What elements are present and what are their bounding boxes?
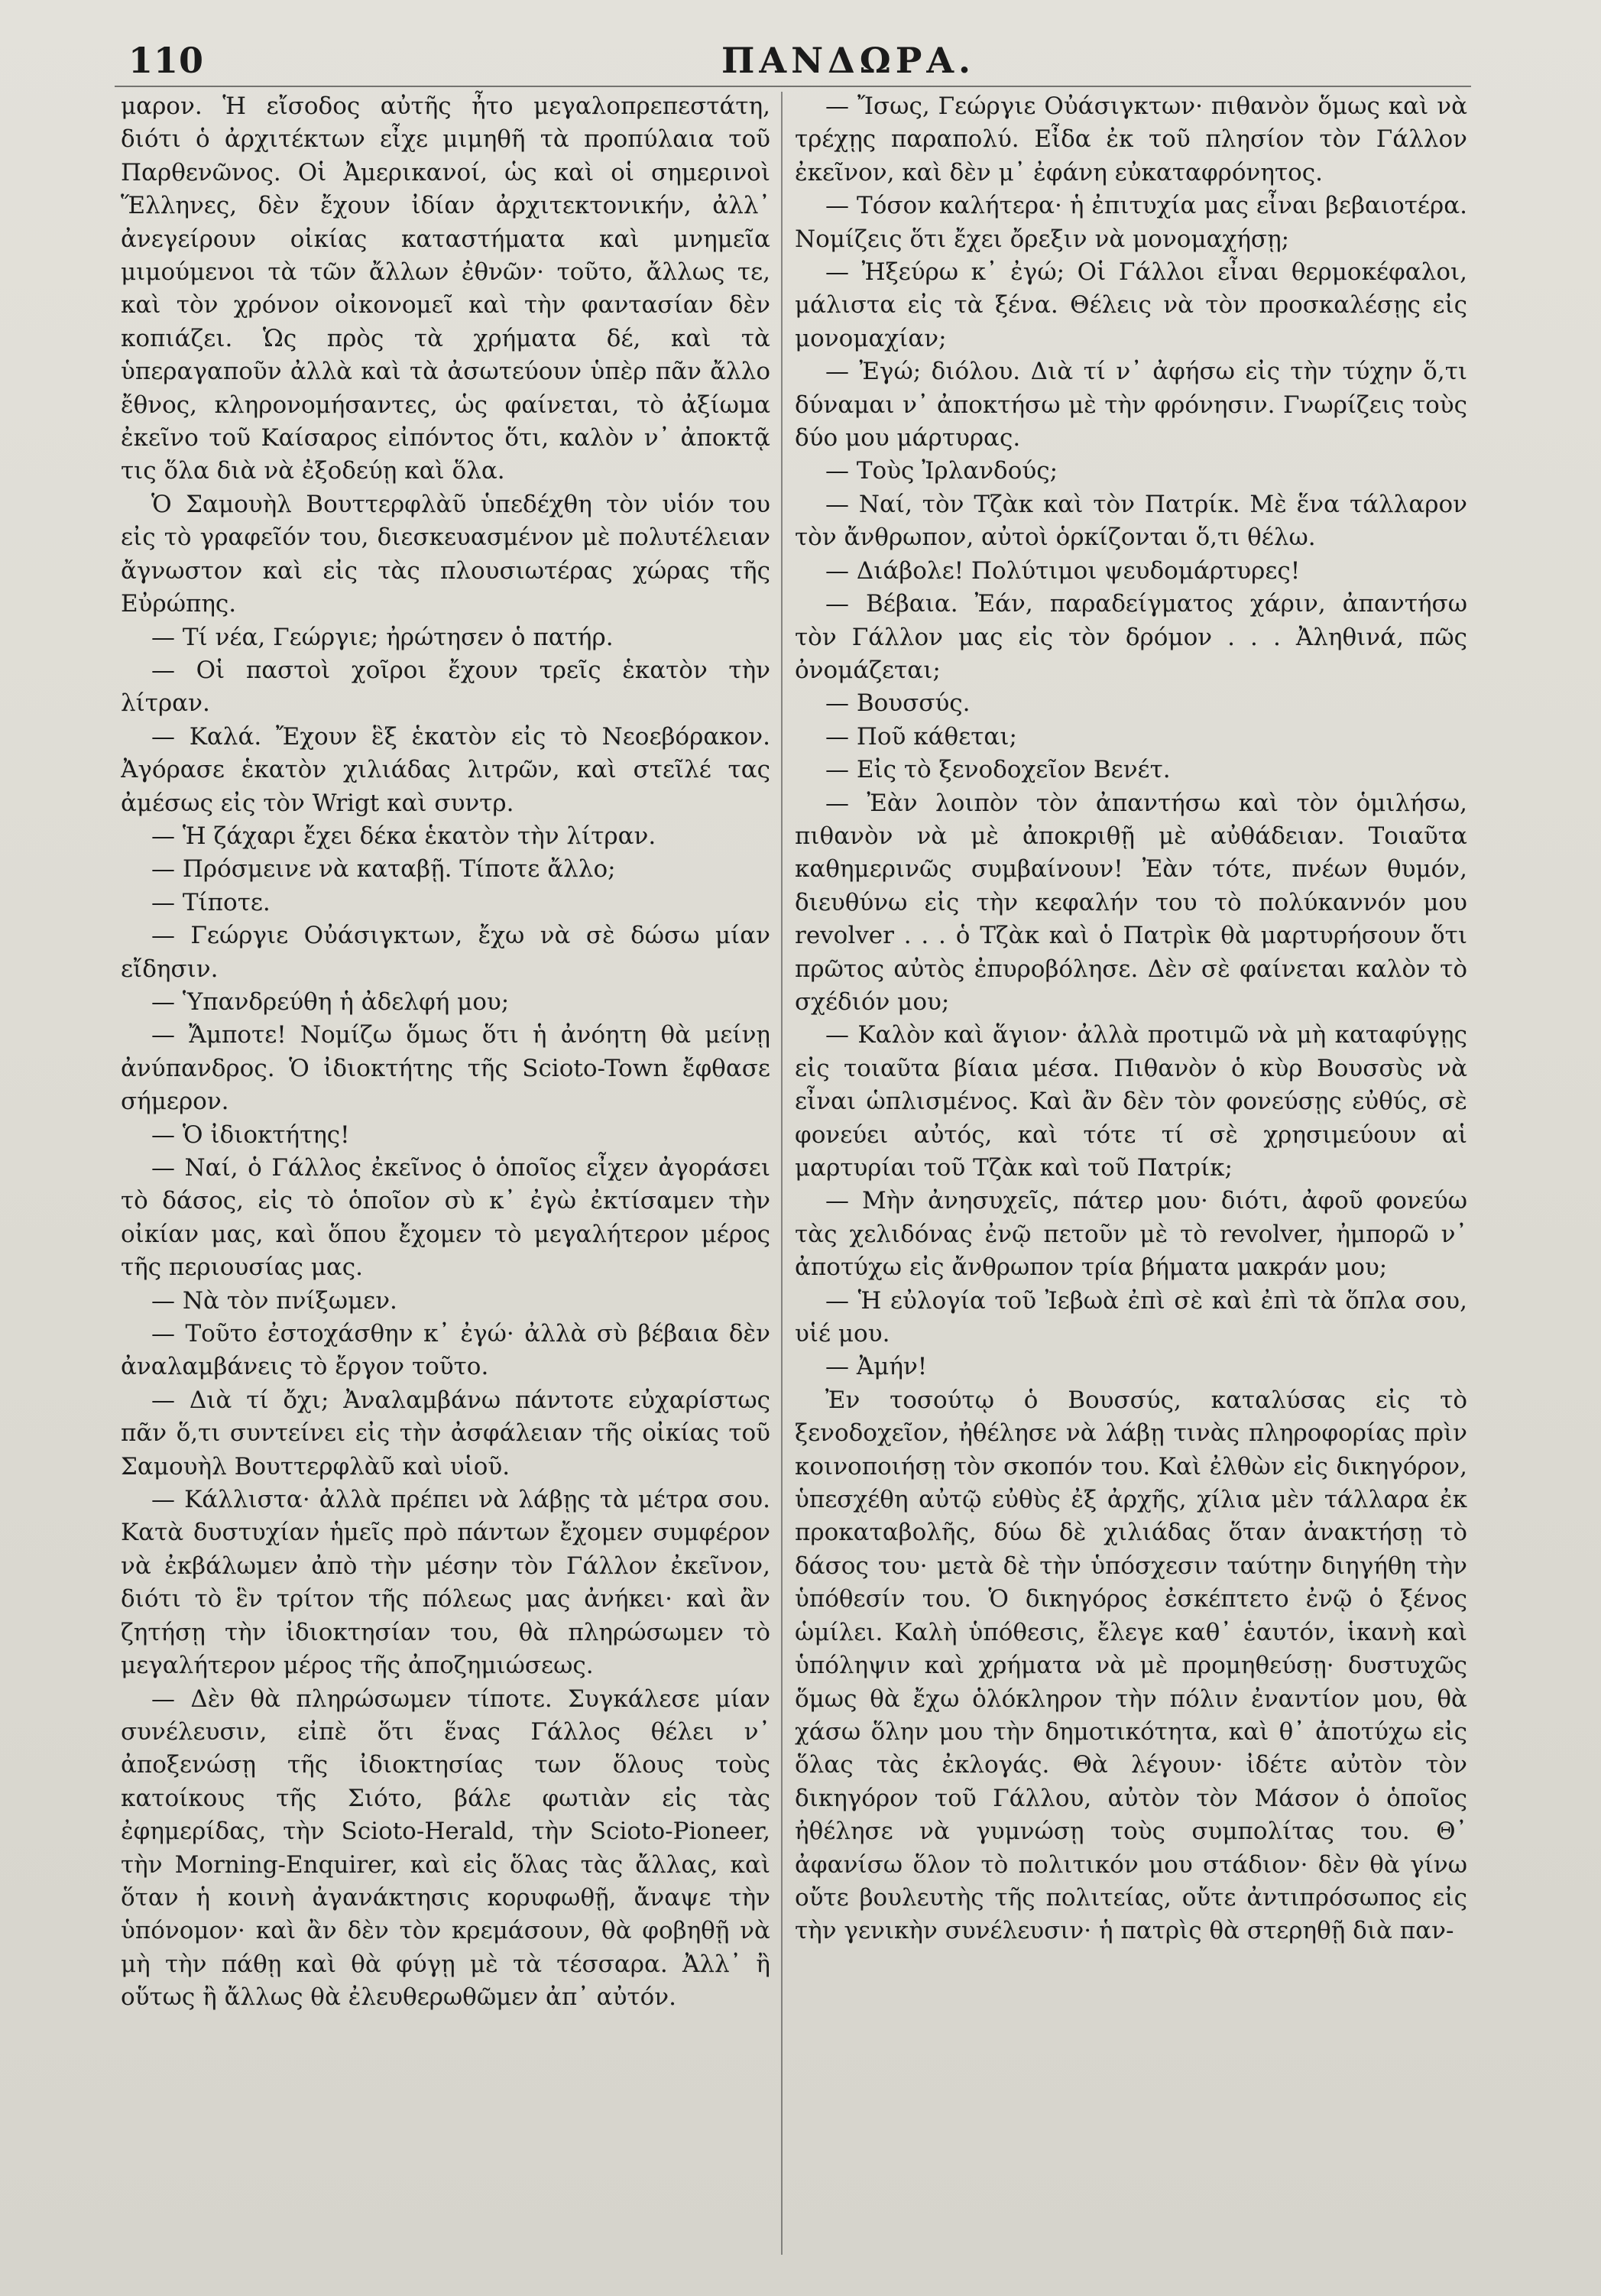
paragraph: — Κάλλιστα· ἀλλὰ πρέπει νὰ λάβῃς τὰ μέτρα σου. Κατὰ δυστυχίαν ἡμεῖς πρὸ πάντων ἔχομεν συμφέρον νὰ ἐκβάλωμεν ἀπὸ τὴν μέσην τὸν Γάλλον ἐκεῖνον, διότι τὸ ἓν τρίτον τῆς πόλεως μας ἀνήκει· καὶ ἂν ζητήσῃ τὴν ἰδιοκτησίαν του, θὰ πληρώσωμεν τὸ μεγαλήτερον μέρος τῆς ἀποζημιώσεως.	[121, 1486, 770, 1680]
page-number: 110	[128, 40, 205, 81]
paragraph: Ἐν τοσούτῳ ὁ Βουσσύς, καταλύσας εἰς τὸ ξενοδοχεῖον, ἠθέλησε νὰ λάβῃ τινὰς πληροφορίας πρὶν κοινοποιήσῃ τὸν σκοπόν του. Καὶ ἐλθὼν εἰς δικηγόρον, ὑπεσχέθη αὐτῷ εὐθὺς ἐξ ἀρχῆς, χίλια μὲν τάλλαρα ἐκ προκαταβολῆς, δύω δὲ χιλιάδας ὅταν ἀνακτήσῃ τὸ δάσος του· μετὰ δὲ τὴν ὑπόσχεσιν ταύτην διηγήθη τὴν ὑπόθεσίν του. Ὁ δικηγόρος ἐσκέπτετο ἐνῷ ὁ ξένος ὡμίλει. Καλὴ ὑπόθεσις, ἔλεγε καθ᾽ ἑαυτόν, ἱκανὴ καὶ ὑπόληψιν καὶ χρήματα νὰ μὲ προμηθεύσῃ· δυστυχῶς ὅμως θὰ ἔχω ὁλόκληρον τὴν πόλιν ἐναντίον μου, θὰ χάσω ὅλην μου τὴν δημοτικότητα, καὶ θ᾽ ἀποτύχω εἰς ὅλας τὰς ἐκλογάς. Θὰ λέγουν· ἰδέτε αὐτὸν τὸν δικηγόρον τοῦ Γάλλου, αὐτὸν τὸν Μάσον ὁ ὁποῖος ἠθέλησε νὰ γυμνώσῃ τοὺς συμπολίτας του. Θ᾽ ἀφανίσω ὅλον τὸ πολιτικόν μου στάδιον· δὲν θὰ γίνω οὔτε βουλευτὴς τῆς πολιτείας, οὔτε ἀντιπρόσωπος εἰς τὴν γενικὴν συνέλευσιν· ἡ πατρὶς θὰ στερηθῇ διὰ παν-	[795, 1386, 1467, 1945]
paragraph: — Καλά. Ἔχουν ἓξ ἑκατὸν εἰς τὸ Νεοεβόρακον. Ἀγόρασε ἑκατὸν χιλιάδας λιτρῶν, καὶ στεῖλέ τας ἀμέσως εἰς τὸν Wrigt καὶ συντρ.	[121, 722, 770, 817]
paragraph: — Ὁ ἰδιοκτήτης!	[151, 1120, 350, 1149]
paragraph: — Βουσσύς.	[825, 689, 971, 718]
paragraph: — Μὴν ἀνησυχεῖς, πάτερ μου· διότι, ἀφοῦ φονεύω τὰς χελιδόνας ἐνῷ πετοῦν μὲ τὸ revolver, ἠμπορῶ ν᾽ ἀποτύχω εἰς ἄνθρωπον τρία βήματα μακράν μου;	[795, 1187, 1467, 1282]
paragraph: — Ναί, ὁ Γάλλος ἐκεῖνος ὁ ὁποῖος εἶχεν ἀγοράσει τὸ δάσος, εἰς τὸ ὁποῖον σὺ κ᾽ ἐγὼ ἐκτίσαμεν τὴν οἰκίαν μας, καὶ ὅπου ἔχομεν τὸ μεγαλήτερον μέρος τῆς περιουσίας μας.	[121, 1154, 770, 1282]
paragraph: — Τόσον καλήτερα· ἡ ἐπιτυχία μας εἶναι βεβαιοτέρα. Νομίζεις ὅτι ἔχει ὄρεξιν νὰ μονομαχήσῃ;	[795, 192, 1467, 253]
paragraph: — Γεώργιε Οὐάσιγκτων, ἔχω νὰ σὲ δώσω μίαν εἴδησιν.	[121, 922, 770, 983]
paragraph: — Καλὸν καὶ ἅγιον· ἀλλὰ προτιμῶ νὰ μὴ καταφύγῃς εἰς τοιαῦτα βίαια μέσα. Πιθανὸν ὁ κὺρ Βουσσὺς νὰ εἶναι ὡπλισμένος. Καὶ ἂν δὲν τὸν φονεύσῃς εὐθύς, σὲ φονεύει αὐτός, καὶ τότε τί σὲ χρησιμεύουν αἱ μαρτυρίαι τοῦ Τζὰκ καὶ τοῦ Πατρίκ;	[795, 1021, 1467, 1182]
paragraph: — Διάβολε! Πολύτιμοι ψευδομάρτυρες!	[825, 556, 1301, 585]
header-rule	[115, 86, 1471, 87]
paragraph: — Ναί, τὸν Τζὰκ καὶ τὸν Πατρίκ. Μὲ ἕνα τάλλαρον τὸν ἄνθρωπον, αὐτοὶ ὁρκίζονται ὅ,τι θέλω.	[795, 490, 1467, 552]
paragraph: — Ποῦ κάθεται;	[825, 722, 1017, 751]
paragraph: — Ἄμποτε! Νομίζω ὅμως ὅτι ἡ ἀνόητη θὰ μείνῃ ἀνύπανδρος. Ὁ ἰδιοκτήτης τῆς Scioto-Town ἔφθασε σήμερον.	[121, 1021, 770, 1116]
paragraph: — Νὰ τὸν πνίξωμεν.	[151, 1286, 397, 1315]
paragraph: — Πρόσμεινε νὰ καταβῇ. Τίποτε ἄλλο;	[151, 855, 616, 884]
paragraph: — Δὲν θὰ πληρώσωμεν τίποτε. Συγκάλεσε μίαν συνέλευσιν, εἰπὲ ὅτι ἕνας Γάλλος θέλει ν᾽ ἀποξενώσῃ τῆς ἰδιοκτησίας των ὅλους τοὺς κατοίκους τῆς Σιότο, βάλε φωτιὰν εἰς τὰς ἐφημερίδας, τὴν Scioto-Herald, τὴν Scioto-Pioneer, τὴν Morning-Enquirer, καὶ εἰς ὅλας τὰς ἄλλας, καὶ ὅταν ἡ κοινὴ ἀγανάκτησις κορυφωθῇ, ἄναψε τὴν ὑπόνομον· καὶ ἂν δὲν τὸν κρεμάσουν, θὰ φοβηθῇ νὰ μὴ τὴν πάθῃ καὶ θὰ φύγῃ μὲ τὰ τέσσαρα. Ἀλλ᾽ ἢ οὕτως ἢ ἄλλως θὰ ἐλευθερωθῶμεν ἀπ᾽ αὐτόν.	[121, 1685, 770, 2012]
right-column	[795, 90, 1467, 2276]
paragraph: — Ἡ εὐλογία τοῦ Ἰεβωὰ ἐπὶ σὲ καὶ ἐπὶ τὰ ὅπλα σου, υἱέ μου.	[795, 1286, 1467, 1348]
paragraph: — Ὑπανδρεύθη ἡ ἀδελφή μου;	[151, 987, 510, 1016]
column-divider	[781, 92, 783, 2255]
paragraph: μαρον. Ἡ εἴσοδος αὐτῆς ἦτο μεγαλοπρεπεστάτη, διότι ὁ ἀρχιτέκτων εἶχε μιμηθῆ τὰ προπύλαια τοῦ Παρθενῶνος. Οἱ Ἀμερικανοί, ὡς καὶ οἱ σημερινοὶ Ἕλληνες, δὲν ἔχουν ἰδίαν ἀρχιτεκτονικήν, ἀλλ᾽ ἀνεγείρουν οἰκίας καταστήματα καὶ μνημεῖα μιμούμενοι τὰ τῶν ἄλλων ἐθνῶν· τοῦτο, ἄλλως τε, καὶ τὸν χρόνον οἰκονομεῖ καὶ τὴν φαντασίαν δὲν κοπιάζει. Ὡς πρὸς τὰ χρήματα δέ, καὶ τὰ ὑπεραγαποῦν ἀλλὰ καὶ τὰ ἀσωτεύουν ὑπὲρ πᾶν ἄλλο ἔθνος, κληρονομήσαντες, ὡς φαίνεται, τὸ ἀξίωμα ἐκεῖνο τοῦ Καίσαρος εἰπόντος ὅτι, καλὸν ν᾽ ἀποκτᾷ τις ὅλα διὰ νὰ ἐξοδεύῃ καὶ ὅλα.	[121, 92, 770, 485]
paragraph: Ὁ Σαμουὴλ Βουττερφλὰῦ ὑπεδέχθη τὸν υἱόν του εἰς τὸ γραφεῖόν του, διεσκευασμένον μὲ πολυτέλειαν ἄγνωστον καὶ εἰς τὰς πλουσιωτέρας χώρας τῆς Εὐρώπης.	[121, 490, 770, 618]
left-column	[121, 90, 770, 2276]
paragraph: — Τοὺς Ἰρλανδούς;	[825, 457, 1058, 485]
paragraph: — Οἱ παστοὶ χοῖροι ἔχουν τρεῖς ἑκατὸν τὴν λίτραν.	[121, 656, 770, 718]
paragraph: — Ἐγώ; διόλου. Διὰ τί ν᾽ ἀφήσω εἰς τὴν τύχην ὅ,τι δύναμαι ν᾽ ἀποκτήσω μὲ τὴν φρόνησιν. Γνωρίζεις τοὺς δύο μου μάρτυρας.	[795, 358, 1467, 452]
paragraph: — Ἡ ζάχαρι ἔχει δέκα ἑκατὸν τὴν λίτραν.	[151, 822, 656, 850]
paragraph: — Εἰς τὸ ξενοδοχεῖον Βενέτ.	[825, 756, 1171, 784]
running-title: ΠΑΝΔΩΡΑ.	[721, 40, 976, 81]
paragraph: — Διὰ τί ὄχι; Ἀναλαμβάνω πάντοτε εὐχαρίστως πᾶν ὅ,τι συντείνει εἰς τὴν ἀσφάλειαν τῆς οἰκίας τοῦ Σαμουὴλ Βουττερφλὰῦ καὶ υἱοῦ.	[121, 1386, 770, 1480]
paragraph: — Βέβαια. Ἐάν, παραδείγματος χάριν, ἀπαντήσω τὸν Γάλλον μας εἰς τὸν δρόμον . . . Ἀληθινά, πῶς ὀνομάζεται;	[795, 590, 1467, 684]
paragraph: — Ἴσως, Γεώργιε Οὐάσιγκτων· πιθανὸν ὅμως καὶ νὰ τρέχῃς παραπολύ. Εἶδα ἐκ τοῦ πλησίον τὸν Γάλλον ἐκεῖνον, καὶ δὲν μ᾽ ἐφάνη εὐκαταφρόνητος.	[795, 92, 1467, 186]
paragraph: — Ἀμήν!	[825, 1353, 928, 1381]
paragraph: — Ἐὰν λοιπὸν τὸν ἀπαντήσω καὶ τὸν ὁμιλήσω, πιθανὸν νὰ μὲ ἀποκριθῇ μὲ αὐθάδειαν. Τοιαῦτα καθημερινῶς συμβαίνουν! Ἐὰν τότε, πνέων θυμόν, διευθύνω εἰς τὴν κεφαλήν του τὸ πολύκαννόν μου revolver . . . ὁ Τζὰκ καὶ ὁ Πατρὶκ θὰ μαρτυρήσουν ὅτι πρῶτος αὐτὸς ἐπυροβόλησε. Δὲν σὲ φαίνεται καλὸν τὸ σχέδιόν μου;	[795, 789, 1467, 1016]
paragraph: — Τίποτε.	[151, 888, 271, 916]
paragraph: — Ἠξεύρω κ᾽ ἐγώ; Οἱ Γάλλοι εἶναι θερμοκέφαλοι, μάλιστα εἰς τὰ ξένα. Θέλεις νὰ τὸν προσκαλέσῃς εἰς μονομαχίαν;	[795, 258, 1467, 352]
paragraph: — Τί νέα, Γεώργιε; ἠρώτησεν ὁ πατήρ.	[151, 623, 614, 651]
paragraph: — Τοῦτο ἐστοχάσθην κ᾽ ἐγώ· ἀλλὰ σὺ βέβαια δὲν ἀναλαμβάνεις τὸ ἔργον τοῦτο.	[121, 1320, 770, 1381]
